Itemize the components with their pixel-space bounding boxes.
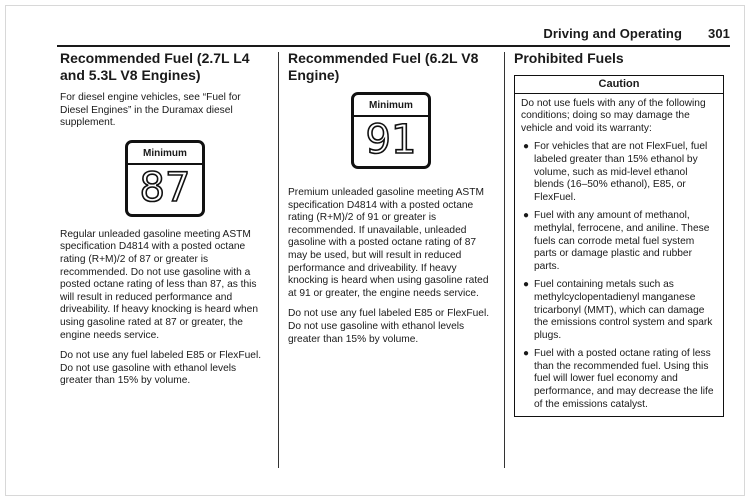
- header-rule: [57, 45, 730, 47]
- column-prohibited-fuels: [514, 50, 724, 417]
- caution-title: Caution: [515, 76, 723, 94]
- column-divider-1: [278, 52, 279, 468]
- badge-label: Minimum: [369, 100, 413, 111]
- column-recommended-fuel-l4-v8: [60, 50, 270, 396]
- paragraph: Regular unleaded gasoline meeting ASTM specification D4814 with a posted octane rating (R+M)/2 of 87 or greater is recommended. Do not use gasoline with a posted octane rating of less than 87, as this will result in reduced performance and driveability. If heavy knocking is heard when using gasoline rated at 87 or greater, the engine needs service.: [60, 228, 259, 341]
- caution-body: [515, 94, 723, 417]
- bullet-icon: ●: [523, 141, 530, 153]
- list-item: [521, 210, 717, 273]
- section-heading: Prohibited Fuels: [514, 50, 624, 66]
- bullet-icon: ●: [523, 348, 530, 360]
- bullet-icon: ●: [523, 210, 530, 222]
- octane-87-label-icon: [125, 140, 205, 217]
- column-divider-2: [504, 52, 505, 468]
- paragraph: Do not use any fuel labeled E85 or FlexFuel. Do not use gasoline with ethanol levels greater than 15% by volume.: [60, 350, 262, 387]
- section-heading: Recommended Fuel (6.2L V8 Engine): [288, 50, 479, 83]
- octane-91-label-icon: [351, 92, 431, 169]
- paragraph: Premium unleaded gasoline meeting ASTM specification D4814 with a posted octane rating (R+M)/2 of 91 or greater is recommended. If unavailable, unleaded gasoline with a posted octane rating of 87 may be used, but will result in reduced performance and driveability. If heavy knocking is heard when using gasoline rated at 91 or greater, the engine needs service.: [288, 187, 489, 299]
- section-heading: Recommended Fuel (2.7L L4 and 5.3L V8 Engines): [60, 50, 250, 83]
- caution-box: [514, 75, 724, 417]
- list-item: [521, 348, 717, 411]
- badge-octane-number: 87: [139, 164, 191, 211]
- bullet-icon: ●: [523, 279, 530, 291]
- prohibited-list: [521, 141, 717, 411]
- paragraph: Do not use any fuel labeled E85 or FlexFuel. Do not use gasoline with ethanol levels greater than 15% by volume.: [288, 308, 490, 345]
- list-item-text: For vehicles that are not FlexFuel, fuel labeled greater than 15% ethanol by volume, such as mid-level ethanol blends (16–50% ethanol), E85, or FlexFuel.: [534, 141, 708, 203]
- list-item-text: Fuel with a posted octane rating of less than the recommended fuel. Using this fuel will lower fuel economy and performance, and may decrease the life of the emissions catalyst.: [534, 348, 714, 410]
- list-item-text: Fuel containing metals such as methylcyclopentadienyl manganese tricarbonyl (MMT), which can damage the emissions control system and spark plugs.: [534, 279, 713, 341]
- page-number: 301: [708, 26, 730, 41]
- badge-octane-number: 91: [365, 117, 417, 163]
- badge-label: Minimum: [143, 147, 187, 159]
- list-item: [521, 141, 717, 204]
- section-title: Driving and Operating: [543, 26, 682, 41]
- caution-intro: Do not use fuels with any of the following conditions; doing so may damage the vehicle and void its warranty:: [521, 97, 706, 134]
- column-recommended-fuel-v8-62: [288, 50, 494, 354]
- diesel-note: For diesel engine vehicles, see “Fuel for Diesel Engines” in the Duramax diesel supplement.: [60, 92, 241, 129]
- list-item-text: Fuel with any amount of methanol, methylal, ferrocene, and aniline. These fuels can corrode metal fuel system parts or damage plastic and rubber parts.: [534, 210, 710, 272]
- page-header: [0, 26, 730, 41]
- list-item: [521, 279, 717, 342]
